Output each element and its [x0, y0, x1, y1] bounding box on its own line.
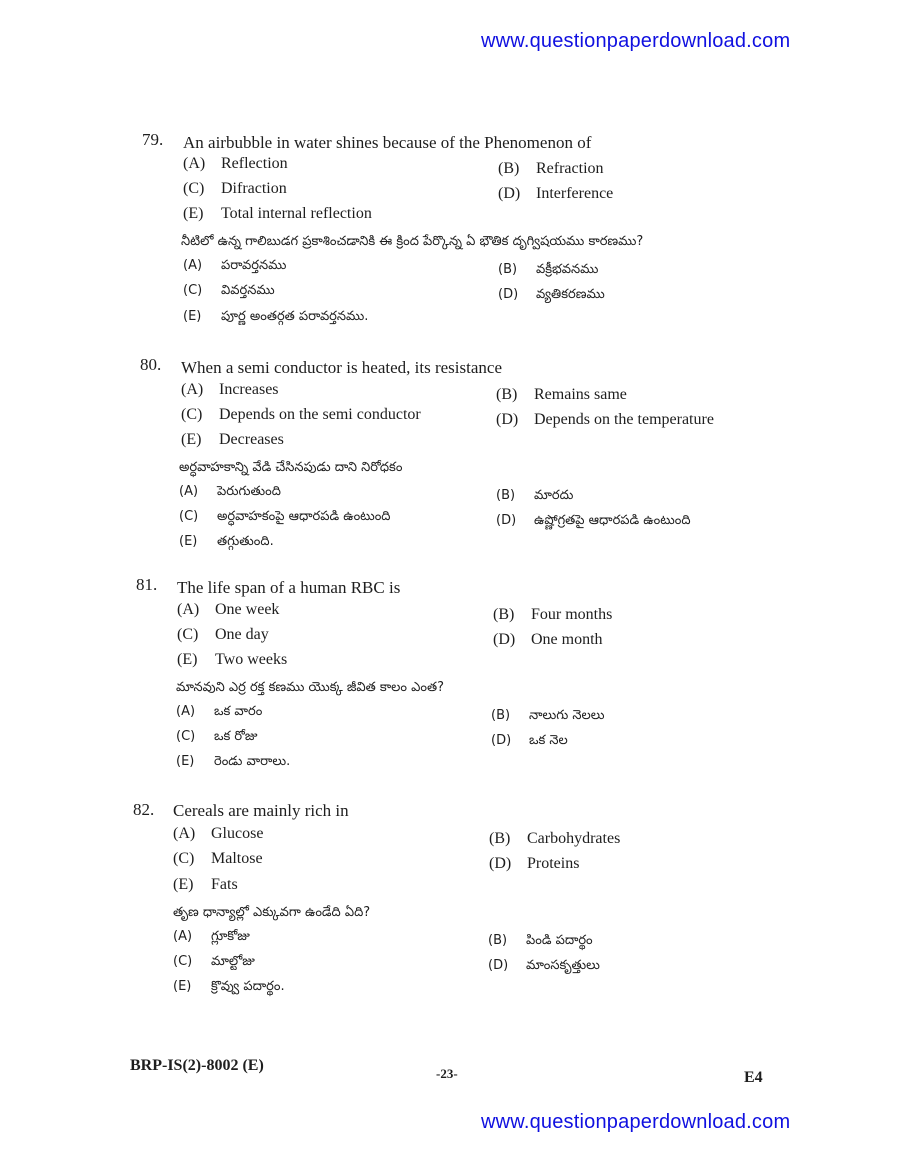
telugu-option-a: (A) ఒక వారం [176, 704, 263, 719]
header-url[interactable]: www.questionpaperdownload.com [481, 30, 791, 52]
telugu-option-b: (B) పిండి పదార్థం [488, 933, 593, 948]
option-e: (E) Two weeks [177, 651, 288, 668]
footer-url[interactable]: www.questionpaperdownload.com [481, 1111, 791, 1133]
telugu-option-e: (E) రెండు వారాలు. [176, 754, 291, 769]
telugu-question: మానవుని ఎర్ర రక్త కణము యొక్క జీవిత కాలం ఎంత? [176, 680, 444, 695]
telugu-option-c: (C) వివర్తనము [183, 283, 275, 298]
option-b: (B) Refraction [498, 160, 604, 177]
option-d: (D) Interference [498, 185, 614, 202]
question-text: The life span of a human RBC is [177, 578, 401, 597]
telugu-question: అర్ధవాహకాన్ని వేడి చేసినపుడు దాని నిరోధకం [179, 460, 403, 475]
question-number: 81. [136, 575, 158, 594]
telugu-option-a: (A) పరావర్తనము [183, 258, 287, 273]
telugu-option-d: (D) ఒక నెల [491, 733, 568, 748]
telugu-option-a: (A) గ్లూకోజు [173, 929, 250, 944]
telugu-option-e: (E) పూర్ణ అంతర్గత పరావర్తనము. [183, 309, 369, 324]
question-text: When a semi conductor is heated, its resistance [181, 358, 502, 377]
option-a: (A) Reflection [183, 155, 288, 172]
option-d: (D) Proteins [489, 855, 580, 872]
option-b: (B) Four months [493, 606, 613, 623]
option-c: (C) One day [177, 626, 269, 643]
telugu-option-b: (B) మారదు [496, 488, 574, 503]
paper-code: BRP-IS(2)-8002 (E) [130, 1057, 264, 1074]
telugu-option-c: (C) ఒక రోజు [176, 729, 258, 744]
option-e: (E) Total internal reflection [183, 205, 372, 222]
option-b: (B) Carbohydrates [489, 830, 621, 847]
page-number: -23- [436, 1066, 458, 1081]
telugu-option-e: (E) క్రొవ్వు పదార్థం. [173, 979, 285, 994]
telugu-option-b: (B) నాలుగు నెలలు [491, 708, 605, 723]
set-code: E4 [744, 1069, 763, 1086]
telugu-option-b: (B) వక్రీభవనము [498, 262, 599, 277]
question-text: Cereals are mainly rich in [173, 801, 349, 820]
question-number: 82. [133, 800, 155, 819]
option-c: (C) Difraction [183, 180, 287, 197]
telugu-question: నీటిలో ఉన్న గాలిబుడగ ప్రకాశించడానికి ఈ క్రింద పేర్కొన్న ఏ భౌతిక దృగ్విషయము కారణము? [181, 234, 644, 249]
telugu-question: తృణ ధాన్యాల్లో ఎక్కువగా ఉండేది ఏది? [173, 905, 371, 920]
option-a: (A) One week [177, 601, 280, 618]
option-b: (B) Remains same [496, 386, 627, 403]
question-number: 80. [140, 355, 162, 374]
option-d: (D) Depends on the temperature [496, 411, 714, 428]
telugu-option-a: (A) పెరుగుతుంది [179, 484, 281, 499]
option-d: (D) One month [493, 631, 603, 648]
option-a: (A) Increases [181, 381, 279, 398]
option-e: (E) Decreases [181, 431, 284, 448]
telugu-option-c: (C) అర్ధవాహకంపై ఆధారపడి ఉంటుంది [179, 509, 391, 524]
telugu-option-e: (E) తగ్గుతుంది. [179, 534, 274, 549]
option-c: (C) Depends on the semi conductor [181, 406, 421, 423]
telugu-option-d: (D) వ్యతికరణము [498, 287, 605, 302]
option-c: (C) Maltose [173, 850, 263, 867]
telugu-option-d: (D) మాంసకృత్తులు [488, 958, 600, 973]
option-a: (A) Glucose [173, 825, 264, 842]
option-e: (E) Fats [173, 876, 238, 893]
telugu-option-d: (D) ఉష్ణోగ్రతపై ఆధారపడి ఉంటుంది [496, 513, 691, 528]
question-text: An airbubble in water shines because of the Phenomenon of [183, 133, 592, 152]
question-number: 79. [142, 130, 164, 149]
telugu-option-c: (C) మాల్టోజు [173, 954, 255, 969]
